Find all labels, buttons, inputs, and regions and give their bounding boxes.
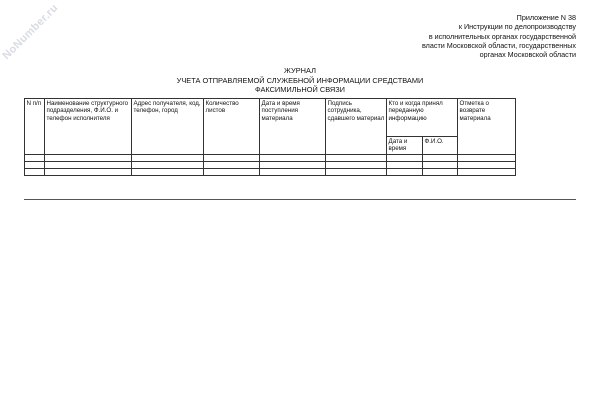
table-cell	[387, 169, 423, 176]
header-row	[25, 99, 516, 137]
table-cell	[458, 155, 516, 162]
appendix-line-3: в исполнительных органах государственной	[428, 31, 576, 41]
appendix-line-2: к Инструкции по делопроизводству	[458, 22, 576, 32]
col-accepted-by: Кто и когда принял переданную информацию	[387, 99, 458, 137]
table-row	[25, 155, 516, 162]
table-cell	[458, 169, 516, 176]
bottom-divider	[24, 199, 576, 200]
table-cell	[387, 155, 423, 162]
table-cell	[45, 169, 132, 176]
col-employee-signature: Подпись сотрудника, сдавшего материал	[326, 99, 387, 155]
table-cell	[260, 169, 326, 176]
appendix-line-5: органах Московской области	[479, 50, 576, 60]
appendix-line-1: Приложение N 38	[516, 13, 576, 22]
col-number: N п/п	[25, 99, 45, 155]
table-cell	[326, 155, 387, 162]
table-cell	[260, 162, 326, 169]
table-row	[25, 162, 516, 169]
table-cell	[204, 162, 260, 169]
table-cell	[326, 162, 387, 169]
table-cell	[132, 162, 204, 169]
table-cell	[458, 162, 516, 169]
table-cell	[45, 155, 132, 162]
table-cell	[423, 162, 458, 169]
table-cell	[204, 155, 260, 162]
col-department: Наименование структурного подразделения, Ф.И.О. и телефон исполнителя	[45, 99, 132, 155]
table-row	[25, 169, 516, 176]
title-line-3: ФАКСИМИЛЬНОЙ СВЯЗИ	[254, 85, 345, 95]
table-cell	[25, 162, 45, 169]
table-cell	[45, 162, 132, 169]
subcol-full-name: Ф.И.О.	[423, 137, 458, 155]
journal-table	[24, 98, 516, 176]
col-recipient-address: Адрес получателя, код, телефон, город	[132, 99, 204, 155]
table-cell	[387, 162, 423, 169]
title-line-2: УЧЕТА ОТПРАВЛЯЕМОЙ СЛУЖЕБНОЙ ИНФОРМАЦИИ СРЕДСТВАМИ	[176, 75, 424, 85]
watermark-text: NoNumber.ru	[0, 1, 61, 63]
appendix-line-4: власти Московской области, государственных	[422, 40, 576, 50]
appendix-note	[356, 13, 576, 59]
table-cell	[260, 155, 326, 162]
subcol-date-time: Дата и время	[387, 137, 423, 155]
table-cell	[204, 169, 260, 176]
col-return-note: Отметка о возврате материала	[458, 99, 516, 155]
table-cell	[25, 169, 45, 176]
table-cell	[132, 169, 204, 176]
col-receipt-datetime: Дата и время поступления материала	[260, 99, 326, 155]
title-line-1: ЖУРНАЛ	[284, 66, 316, 75]
table-cell	[25, 155, 45, 162]
col-sheet-count: Количество листов	[204, 99, 260, 155]
journal-title	[0, 66, 600, 95]
table-cell	[132, 155, 204, 162]
table-cell	[326, 169, 387, 176]
table-cell	[423, 169, 458, 176]
table-cell	[423, 155, 458, 162]
